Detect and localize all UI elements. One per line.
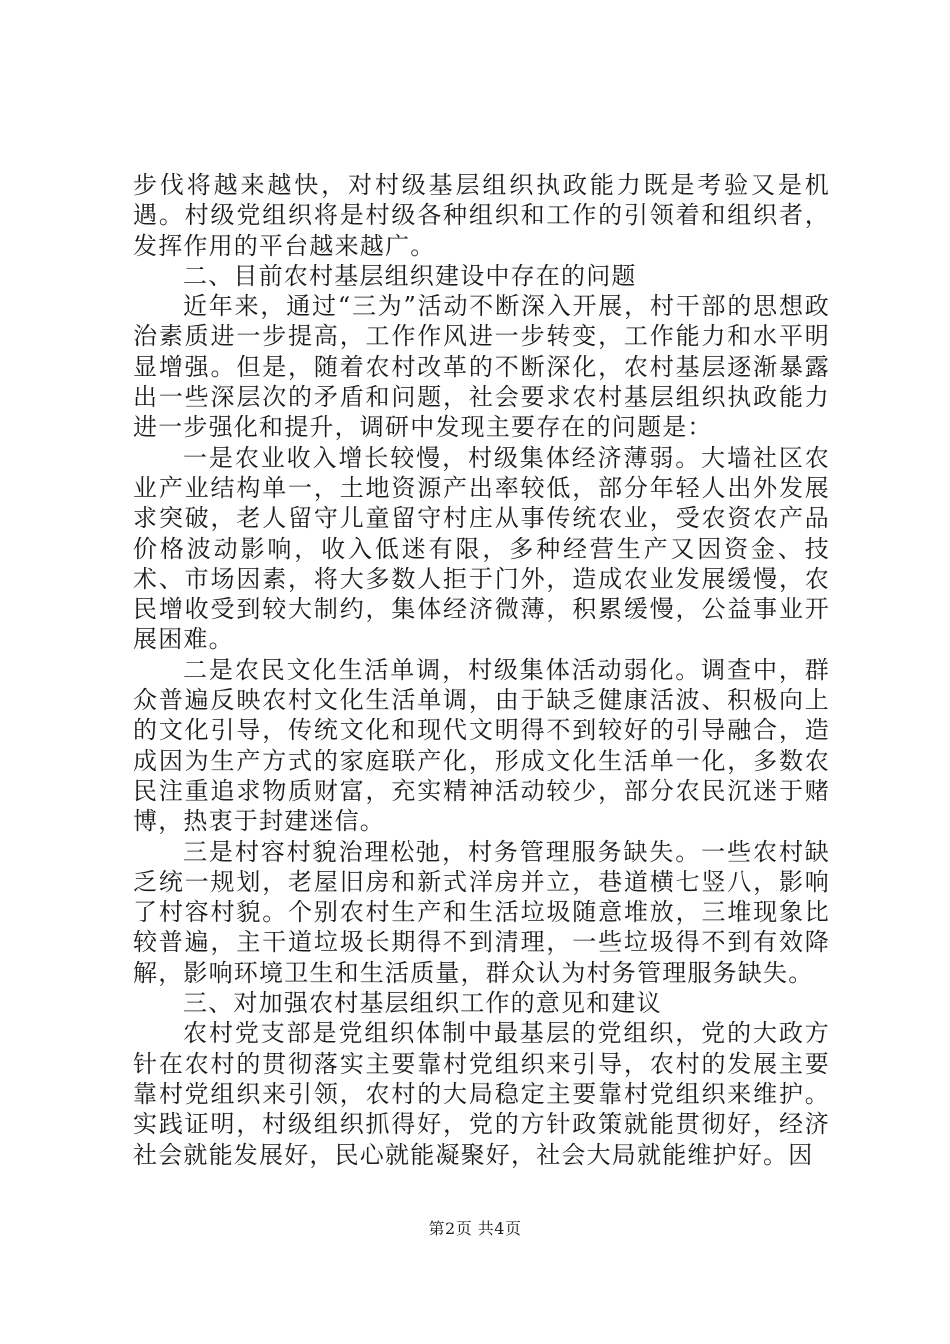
section-heading-suggestions: 三、对加强农村基层组织工作的意见和建议 <box>183 989 662 1018</box>
paragraph-problem-two: 二是农民文化生活单调，村级集体活动弱化。调查中，群众普遍反映农村文化生活单调，由于缺乏健康活波、积极向上的文化引导，传统文化和现代文明得不到较好的引导融合，造成因为生产方式的家庭联产化，形成文化生活单一化，多数农民注重追求物质财富，充实精神活动较少，部分农民沉迷于赌博，热衷于封建迷信。 <box>133 655 830 836</box>
section-heading-problems: 二、目前农村基层组织建设中存在的问题 <box>183 261 637 290</box>
paragraph-intro-problems: 近年来，通过“三为”活动不断深入开展，村干部的思想政治素质进一步提高，工作作风进一步转变，工作能力和水平明显增强。但是，随着农村改革的不断深化，农村基层逐渐暴露出一些深层次的矛盾和问题，社会要求农村基层组织执政能力进一步强化和提升，调研中发现主要存在的问题是： <box>133 292 830 442</box>
page-number-footer: 第2页 共4页 <box>428 1219 522 1238</box>
document-body <box>133 170 830 1170</box>
paragraph-problem-three: 三是村容村貌治理松弛，村务管理服务缺失。一些农村缺乏统一规划，老屋旧房和新式洋房并立，巷道横七竖八，影响了村容村貌。个别农村生产和生活垃圾随意堆放，三堆现象比较普遍，主干道垃圾长期得不到清理，一些垃圾得不到有效降解，影响环境卫生和生活质量，群众认为村务管理服务缺失。 <box>133 837 830 987</box>
paragraph-problem-one: 一是农业收入增长较慢，村级集体经济薄弱。大墙社区农业产业结构单一，土地资源产出率较低，部分年轻人出外发展求突破，老人留守儿童留守村庄从事传统农业，受农资农产品价格波动影响，收入低迷有限，多种经营生产又因资金、技术、市场因素，将大多数人拒于门外，造成农业发展缓慢，农民增收受到较大制约，集体经济微薄，积累缓慢，公益事业开展困难。 <box>133 443 830 654</box>
paragraph-suggestions-intro: 农村党支部是党组织体制中最基层的党组织，党的大政方针在农村的贯彻落实主要靠村党组织来引导，农村的发展主要靠村党组织来引领，农村的大局稳定主要靠村党组织来维护。实践证明，村级组织抓得好，党的方针政策就能贯彻好，经济社会就能发展好，民心就能凝聚好，社会大局就能维护好。因 <box>133 1019 830 1169</box>
paragraph-continuation: 步伐将越来越快，对村级基层组织执政能力既是考验又是机遇。村级党组织将是村级各种组织和工作的引领着和组织者，发挥作用的平台越来越广。 <box>133 171 830 260</box>
